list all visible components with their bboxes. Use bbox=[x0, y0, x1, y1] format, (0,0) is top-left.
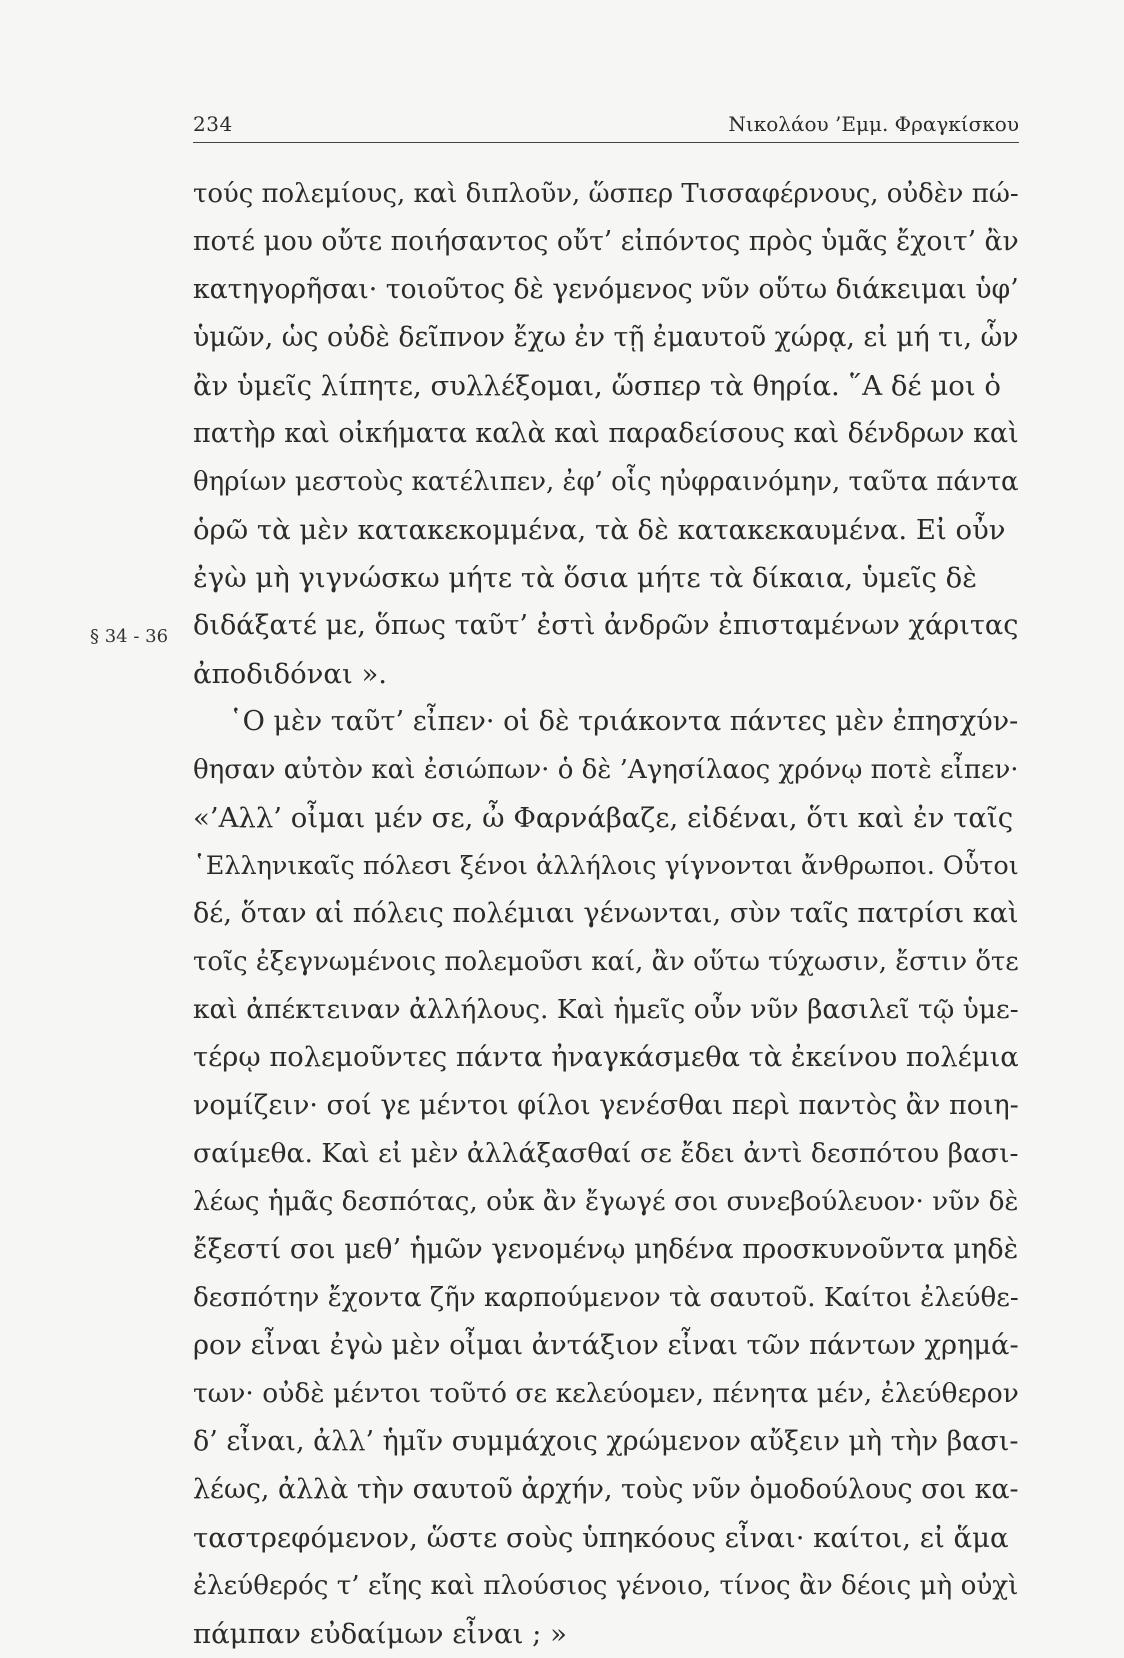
text-line: ὑμῶν, ὡς οὐδὲ δεῖπνον ἔχω ἐν τῇ ἐμαυτοῦ χώρᾳ, εἰ μή τι, ὧν bbox=[193, 322, 1019, 353]
text-line: νομίζειν· σοί γε μέντοι φίλοι γενέσθαι περὶ παντὸς ἂν ποιη- bbox=[193, 1090, 1019, 1121]
text-line: των· οὐδὲ μέντοι τοῦτό σε κελεύομεν, πένητα μέν, ἐλεύθερον bbox=[193, 1378, 1019, 1409]
text-line: τοῖς ἐξεγνωμένοις πολεμοῦσι καί, ἂν οὕτω τύχωσιν, ἔστιν ὅτε bbox=[193, 947, 1019, 977]
text-line: ἐλεύθερός τ’ εἴης καὶ πλούσιος γένοιο, τίνος ἂν δέοις μὴ οὐχὶ bbox=[193, 1571, 1019, 1601]
text-line: δεσπότην ἔχοντα ζῆν καρπούμενον τὰ σαυτοῦ. Καίτοι ἐλεύθε- bbox=[193, 1283, 1019, 1313]
paragraph-2 bbox=[193, 698, 1019, 1658]
text-line: πάμπαν εὐδαίμων εἶναι ; » bbox=[193, 1618, 567, 1650]
paragraph-1 bbox=[193, 170, 1019, 698]
text-line: θηρίων μεστοὺς κατέλιπεν, ἐφ’ οἷς ηὐφραινόμην, ταῦτα πάντα bbox=[193, 467, 1019, 497]
page-header bbox=[193, 108, 1019, 143]
text-line: διδάξατέ με, ὅπως ταῦτ’ ἐστὶ ἀνδρῶν ἐπισταμένων χάριτας bbox=[193, 610, 1019, 641]
text-line: σαίμεθα. Καὶ εἰ μὲν ἀλλάξασθαί σε ἔδει ἀντὶ δεσπότου βασι- bbox=[193, 1138, 1019, 1169]
text-line: λέως, ἀλλὰ τὴν σαυτοῦ ἀρχήν, τοὺς νῦν ὁμοδούλους σοι κα- bbox=[193, 1474, 1019, 1505]
running-title: Νικολάου ’Εμμ. Φραγκίσκου bbox=[728, 112, 1019, 136]
text-line: «’Αλλ’ οἶμαι μέν σε, ὦ Φαρνάβαζε, εἰδέναι, ὅτι καὶ ἐν ταῖς bbox=[193, 802, 1014, 834]
text-line: ἔξεστί σοι μεθ’ ἡμῶν γενομένῳ μηδένα προσκυνοῦντα μηδὲ bbox=[193, 1234, 1019, 1265]
text-line: θησαν αὐτὸν καὶ ἐσιώπων· ὁ δὲ ’Αγησίλαος χρόνῳ ποτὲ εἶπεν· bbox=[193, 755, 1019, 785]
body-text bbox=[193, 170, 1019, 1658]
text-line: καὶ ἀπέκτειναν ἀλλήλους. Καὶ ἡμεῖς οὖν νῦν βασιλεῖ τῷ ὑμε- bbox=[193, 994, 1019, 1025]
text-line: πατὴρ καὶ οἰκήματα καλὰ καὶ παραδείσους καὶ δένδρων καὶ bbox=[193, 418, 1019, 449]
text-line: ἀποδιδόναι ». bbox=[193, 658, 388, 690]
text-line: κατηγορῆσαι· τοιοῦτος δὲ γενόμενος νῦν οὕτω διάκειμαι ὑφ’ bbox=[193, 274, 1019, 305]
text-line: ἂν ὑμεῖς λίπητε, συλλέξομαι, ὥσπερ τὰ θηρία. ῞Α δέ μοι ὁ bbox=[193, 370, 1001, 402]
text-line: ταστρεφόμενον, ὥστε σοὺς ὑπηκόους εἶναι· καίτοι, εἰ ἅμα bbox=[193, 1522, 1009, 1554]
text-line: τέρῳ πολεμοῦντες πάντα ἠναγκάσμεθα τὰ ἐκείνου πολέμια bbox=[193, 1042, 1019, 1073]
section-reference: § 34 - 36 bbox=[90, 626, 169, 647]
text-line: ῾Ο μὲν ταῦτ’ εἶπεν· οἱ δὲ τριάκοντα πάντες μὲν ἐπησχύν- bbox=[229, 706, 1019, 737]
text-line: λέως ἡμᾶς δεσπότας, οὐκ ἂν ἔγωγέ σοι συνεβούλευον· νῦν δὲ bbox=[193, 1187, 1019, 1217]
text-line: ρον εἶναι ἐγὼ μὲν οἶμαι ἀντάξιον εἶναι τῶν πάντων χρημά- bbox=[193, 1330, 1019, 1361]
text-line: τούς πολεμίους, καὶ διπλοῦν, ὥσπερ Τισσαφέρνους, οὐδὲν πώ- bbox=[193, 179, 1019, 209]
text-line: ἐγὼ μὴ γιγνώσκω μήτε τὰ ὅσια μήτε τὰ δίκαια, ὑμεῖς δὲ bbox=[193, 562, 977, 594]
page-number: 234 bbox=[193, 112, 233, 136]
text-line: δ’ εἶναι, ἀλλ’ ἡμῖν συμμάχοις χρώμενον αὔξειν μὴ τὴν βασι- bbox=[193, 1426, 1019, 1457]
text-line: δέ, ὅταν αἱ πόλεις πολέμιαι γένωνται, σὺν ταῖς πατρίσι καὶ bbox=[193, 898, 1019, 929]
text-line: ῾Ελληνικαῖς πόλεσι ξένοι ἀλλήλοις γίγνονται ἄνθρωποι. Οὗτοι bbox=[193, 851, 1019, 881]
text-line: ὁρῶ τὰ μὲν κατακεκομμένα, τὰ δὲ κατακεκαυμένα. Εἰ οὖν bbox=[193, 514, 1006, 546]
text-line: ποτέ μου οὔτε ποιήσαντος οὔτ’ εἰπόντος πρὸς ὑμᾶς ἔχοιτ’ ἂν bbox=[193, 226, 1019, 257]
